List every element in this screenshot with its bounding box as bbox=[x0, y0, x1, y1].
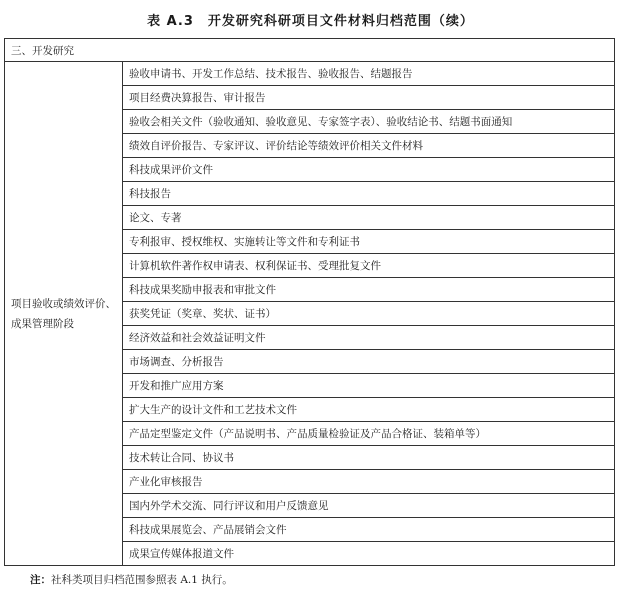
document-item: 科技报告 bbox=[123, 182, 615, 206]
document-item: 科技成果展览会、产品展销会文件 bbox=[123, 518, 615, 542]
document-item: 扩大生产的设计文件和工艺技术文件 bbox=[123, 398, 615, 422]
note-label: 注： bbox=[30, 574, 51, 586]
archive-scope-table bbox=[4, 38, 615, 566]
table-title: 表 A.3 开发研究科研项目文件材料归档范围（续） bbox=[147, 14, 474, 29]
document-item: 论文、专著 bbox=[123, 206, 615, 230]
document-item: 技术转让合同、协议书 bbox=[123, 446, 615, 470]
document-item: 验收申请书、开发工作总结、技术报告、验收报告、结题报告 bbox=[123, 62, 615, 86]
document-item: 计算机软件著作权申请表、权利保证书、受理批复文件 bbox=[123, 254, 615, 278]
document-item: 科技成果评价文件 bbox=[123, 158, 615, 182]
table-note bbox=[30, 572, 233, 587]
document-item: 获奖凭证（奖章、奖状、证书） bbox=[123, 302, 615, 326]
document-item: 绩效自评价报告、专家评议、评价结论等绩效评价相关文件材料 bbox=[123, 134, 615, 158]
document-item: 经济效益和社会效益证明文件 bbox=[123, 326, 615, 350]
document-item: 成果宣传媒体报道文件 bbox=[123, 542, 615, 566]
document-item: 市场调查、分析报告 bbox=[123, 350, 615, 374]
document-item: 产品定型鉴定文件（产品说明书、产品质量检验证及产品合格证、装箱单等） bbox=[123, 422, 615, 446]
document-item: 项目经费决算报告、审计报告 bbox=[123, 86, 615, 110]
note-text: 社科类项目归档范围参照表 A.1 执行。 bbox=[51, 574, 233, 586]
document-item: 科技成果奖励申报表和审批文件 bbox=[123, 278, 615, 302]
document-item: 产业化审核报告 bbox=[123, 470, 615, 494]
section-row bbox=[5, 39, 615, 62]
document-item: 国内外学术交流、同行评议和用户反馈意见 bbox=[123, 494, 615, 518]
table-row bbox=[5, 62, 615, 86]
document-item: 开发和推广应用方案 bbox=[123, 374, 615, 398]
stage-cell: 项目验收或绩效评价、成果管理阶段 bbox=[5, 62, 123, 566]
document-item: 专利报审、授权维权、实施转让等文件和专利证书 bbox=[123, 230, 615, 254]
document-item: 验收会相关文件（验收通知、验收意见、专家签字表）、验收结论书、结题书面通知 bbox=[123, 110, 615, 134]
section-heading: 三、开发研究 bbox=[5, 39, 615, 62]
